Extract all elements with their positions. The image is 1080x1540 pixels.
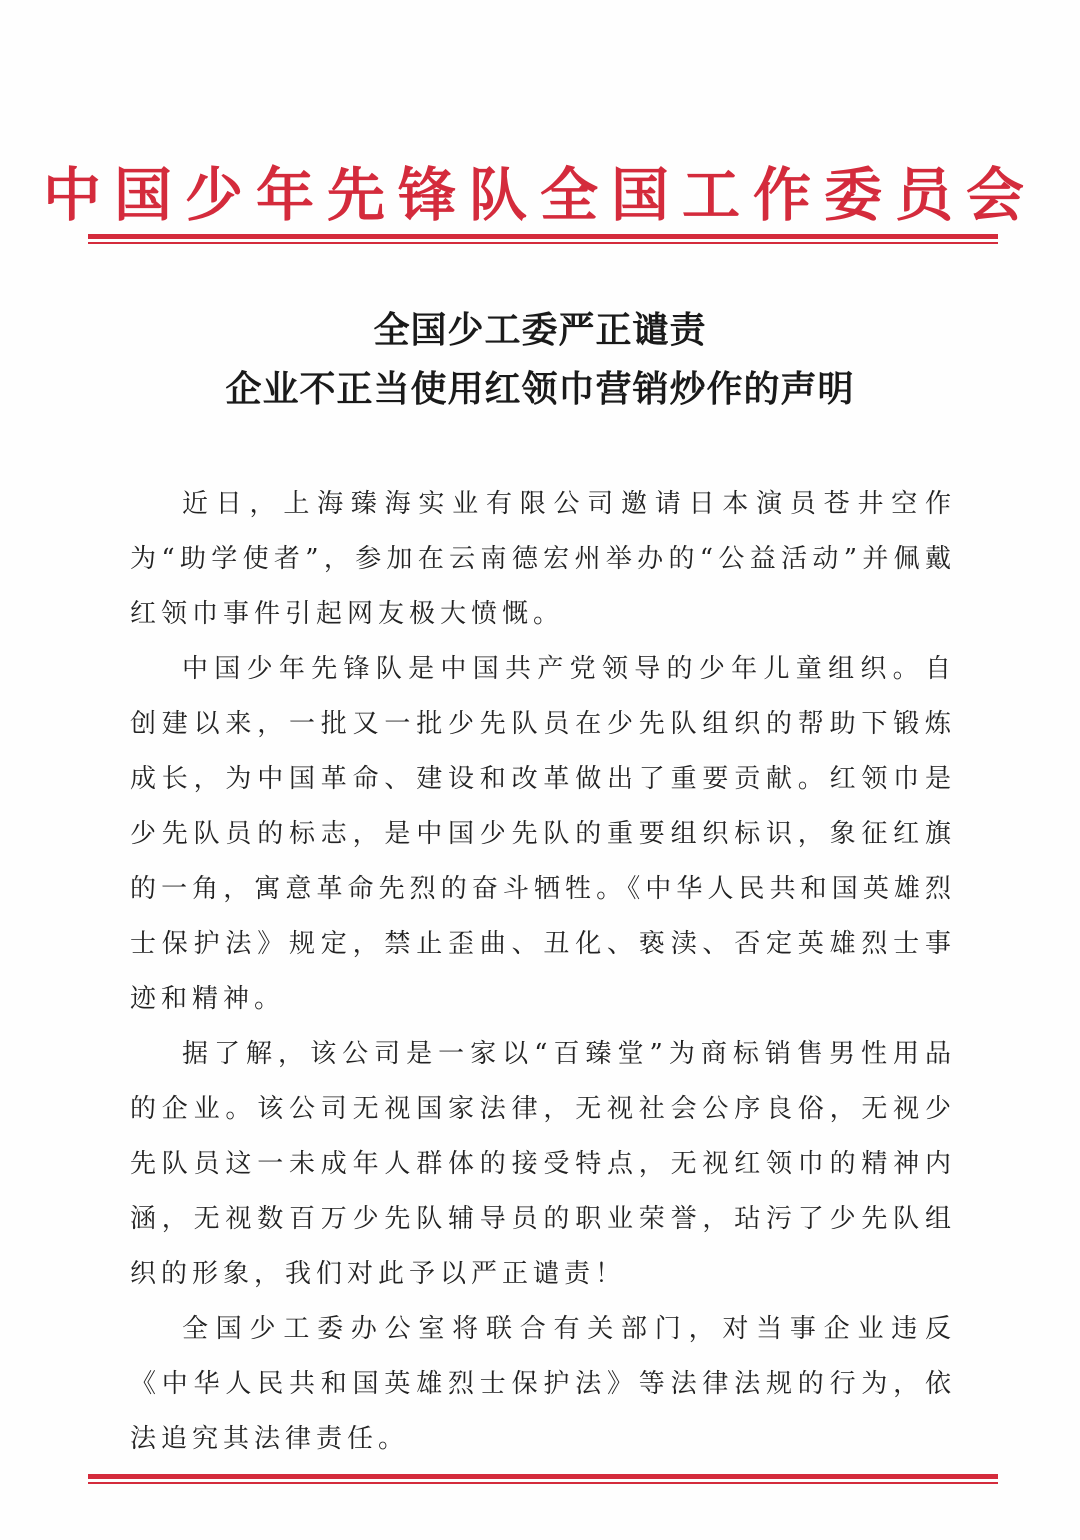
rule-thin-line [88,242,998,244]
rule-thick-line [88,1474,998,1479]
letterhead-org-name: 中国少年先锋队全国工作委员会 [42,161,1037,229]
body-paragraph-2: 中国少年先锋队是中国共产党领导的少年儿童组织。自创建以来，一批又一批少先队员在少先队组织的帮助下锻炼成长，为中国革命、建设和改革做出了重要贡献。红领巾是少先队员的标志，是中国少先队的重要组织标识，象征红旗的一角，寓意革命先烈的奋斗牺牲。《中华人民共和国英雄烈士保护法》规定，禁止歪曲、丑化、亵渎、否定英雄烈士事迹和精神。 [130,654,956,1014]
body-paragraph-1: 近日，上海臻海实业有限公司邀请日本演员苍井空作为“助学使者”，参加在云南德宏州举办的“公益活动”并佩戴红领巾事件引起网友极大愤慨。 [130,489,956,629]
statement-title-line-2: 企业不正当使用红领巾营销炒作的声明 [225,368,855,410]
statement-title-line-1: 全国少工委严正谴责 [373,309,707,351]
footer-red-rule [88,1474,998,1484]
letterhead-red-rule [88,234,998,244]
rule-thin-line [88,1482,998,1484]
body-paragraph-4: 全国少工委办公室将联合有关部门，对当事企业违反《中华人民共和国英雄烈士保护法》等法律法规的行为，依法追究其法律责任。 [130,1314,956,1454]
statement-body [130,477,956,1467]
body-paragraph-3: 据了解，该公司是一家以“百臻堂”为商标销售男性用品的企业。该公司无视国家法律，无视社会公序良俗，无视少先队员这一未成年人群体的接受特点，无视红领巾的精神内涵，无视数百万少先队辅导员的职业荣誉，玷污了少先队组织的形象，我们对此予以严正谴责！ [130,1039,956,1289]
rule-thick-line [88,234,998,239]
